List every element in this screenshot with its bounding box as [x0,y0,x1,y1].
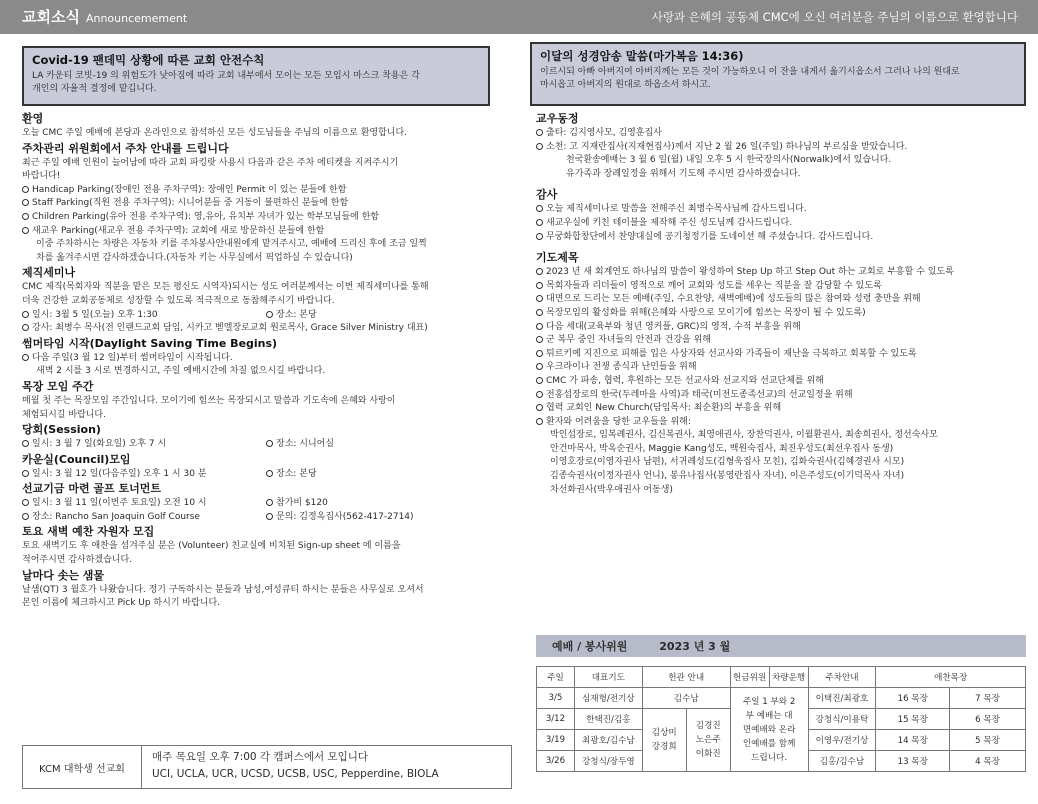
date-cell: 3/26 [537,751,575,772]
council-date: 일시: 3 월 12 일(다음주일) 오후 1 시 30 분 [32,468,207,479]
welcome-heading: 환영 [22,112,44,125]
seminar-place: 장소: 본당 [276,309,317,320]
bullet-icon [536,323,543,330]
thanks-heading: 감사 [536,188,558,202]
left-column [22,111,517,611]
dst-text-1: 다음 주일(3 월 12 일)부터 썸머타임이 시작됩니다. [32,352,233,363]
meal-cell: 16 목장 [876,688,950,709]
bullet-icon [22,513,29,520]
meal-cell: 13 목장 [876,751,950,772]
prayer-item: 군 복무 중인 자녀들의 안전과 건강을 위해 [546,335,711,346]
verse-box [530,42,1026,106]
vehicle-note: 주일 1 부와 2 부 예배는 대면예배와 온라인예배를 함께드립니다. [742,696,796,763]
parking-item: Handicap Parking(장애인 전용 주차구역): 장애인 Permit 이 있는 분들에 한함 [22,184,517,198]
prayer-item: 우크라이나 전쟁 종식과 난민들을 위해 [546,362,697,373]
daily-text-2: 본인 이름에 체크하시고 Pick Up 하시기 바랍니다. [22,598,221,609]
daily-text-1: 날샘(QT) 3 월호가 나왔습니다. 정기 구독하시는 분들과 남성,여성큐티 하시는 분들은 사무실로 오셔서 [22,584,424,595]
parking-item: 새교우 Parking(새교우 전용 주차구역): 교회에 새로 방문하신 분들에 한함 [22,225,517,239]
prayer-cell: 최광호/김수남 [574,730,642,751]
bullet-icon [22,324,29,331]
header-cell: 애찬목장 [876,667,1026,688]
council-heading: 카운실(Council)모임 [22,452,131,466]
header-cell: 헌관 안내 [642,667,730,688]
prayer-item: 목회자들과 리더들이 영적으로 깨어 교회와 성도를 세우는 직분을 잘 감당할 수 있도록 [546,280,882,291]
usher-b-cell [686,709,730,772]
bullet-icon [536,129,543,136]
parking-item: Children Parking(유아 전용 주차구역): 영,유아, 유치부 자녀가 있는 학부모님들에 한함 [22,211,517,225]
prayer-item: 튀르키예 지진으로 피해를 입은 사상자와 선교사와 가족들이 재난을 극복하고 회복할 수 있도록 [546,348,917,359]
bullet-icon [536,219,543,226]
bullet-icon [266,513,273,520]
bullet-icon [22,440,29,447]
session-heading: 당회(Session) [22,423,101,437]
thanks-3: 무궁화합창단에서 찬양대실에 공기청정기를 도네이션 해 주셨습니다. 감사드립니다. [546,231,874,242]
page-header [0,0,1038,34]
schedule-title: 예배 / 봉사위원 [552,640,628,653]
bullet-icon [22,354,29,361]
thanks-1: 오늘 제직세미나로 말씀을 전해주신 최병수목사님께 감사드립니다. [546,204,807,215]
volunteer-text-1: 토요 새벽기도 후 애찬을 섬겨주실 분은 (Volunteer) 친교실에 비치된 Sign-up sheet 에 이름을 [22,541,401,552]
usher-a: 김상미 강경희 [651,728,677,752]
prayer-names: 김종숙권사(이정자권사 언니), 봉유나집사(봉영란집사 자녀), 이은주성도(이기덕목사 자녀) [550,471,905,482]
table-header-row [537,667,1026,688]
prayer-names: 박인섭장로, 임복례권사, 김신복권사, 최영애권사, 장찬덕권사, 이월환권사, 최송희권사, 정선숙사모 [550,430,938,441]
seminar-speaker: 강사: 최병수 목사(전 인랜드교회 담임, 시카고 벧엘장로교회 원로목사, Grace Silver Ministry 대표) [32,323,428,334]
bullet-icon [266,311,273,318]
header-subtitle: Announcemement [85,12,188,25]
prayer-item: 대면으로 드리는 모든 예배(주일, 수요찬양, 새벽예배)에 성도들의 많은 참여와 성령 충만을 위해 [546,294,921,305]
header-cell: 대표기도 [574,667,642,688]
prayer-item: 2023 년 새 회계연도 하나님의 말씀이 왕성하여 Step Up 하고 Step Out 하는 교회로 부흥할 수 있도록 [546,267,954,278]
session-date: 일시: 3 월 7 일(화요일) 오후 7 시 [32,439,167,450]
parking-cell: 김홍/김수남 [808,751,876,772]
bullet-icon [536,233,543,240]
news-heading: 교우동정 [536,112,579,125]
seminar-date: 일시: 3월 5 일(오늘) 오후 1:30 [32,309,158,320]
parking-cell: 이택진/최광호 [808,688,876,709]
prayer-cell: 심재형/전기상 [574,688,642,709]
bullet-icon [536,295,543,302]
prayer-item: 협력 교회인 New Church(담임목사: 최순환)의 부흥을 위해 [546,403,782,414]
news-2: 소천: 고 지재란집사(지재현집사)께서 지난 2 월 26 일(주일) 하나님의 부르심을 받았습니다. [546,141,908,152]
bullet-icon [536,268,543,275]
golf-contact: 문의: 김정옥집사(562-417-2714) [276,511,414,522]
kcm-label: KCM 대학생 선교회 [23,746,142,788]
header-cell: 차량운행 [771,673,806,683]
bullet-icon [22,199,29,206]
bullet-icon [536,336,543,343]
verse-title: 이달의 성경암송 말씀(마가복음 14:36) [540,49,744,63]
parking-cell: 이영우/전기상 [808,730,876,751]
right-column [536,111,1026,497]
prayer-names: 이영호장로(이영자권사 남편), 서귀례성도(김형욱집사 모친), 김화숙권사(김혜경권사 시모) [550,457,905,468]
meal-cell: 14 목장 [876,730,950,751]
kcm-box [22,745,512,789]
seminar-heading: 제직세미나 [22,266,76,280]
prayer-cell: 한택진/김홍 [574,709,642,730]
covid-notice-box [22,46,490,106]
volunteer-heading: 토요 새벽 예찬 자원자 모집 [22,525,155,539]
news-1: 출타: 김지영사모, 김영훈집사 [546,128,662,138]
news-3: 천국환송예배는 3 월 6 일(월) 내일 오후 5 시 한국장의사(Norwalk)에서 있습니다. [566,155,892,166]
header-cell: 헌금위원 [731,667,770,687]
parking-heading: 주차관리 위원회에서 주차 안내를 드립니다 [22,141,229,155]
header-title-ko: 교회소식 [22,8,80,26]
prayer-names: 안건마목사, 박옥순권사, Maggie Kang성도, 백원숙집사, 최진우성도(최선우집사 동생) [550,443,894,454]
bullet-icon [536,143,543,150]
meal-cell: 6 목장 [950,709,1026,730]
bullet-icon [536,377,543,384]
shepherd-text-2: 체험되시길 바랍니다. [22,409,106,420]
meal-cell: 5 목장 [950,730,1026,751]
schedule-month: 2023 년 3 월 [659,640,731,653]
bullet-icon [536,418,543,425]
header-cell-split [730,667,808,688]
bullet-icon [22,186,29,193]
bullet-icon [22,499,29,506]
bullet-icon [536,404,543,411]
schedule-table [536,666,1026,772]
covid-line-2: 개인의 자율적 결정에 맡깁니다. [32,84,157,94]
table-row [537,688,1026,709]
daily-heading: 날마다 솟는 샘물 [22,568,105,582]
golf-heading: 선교기금 마련 골프 토너먼트 [22,482,161,496]
header-welcome: 사랑과 은혜의 공동체 CMC에 오신 여러분을 주님의 이름으로 환영합니다 [651,10,1018,24]
usher-cell: 김수남 [642,688,730,709]
parking-note-1: 이중 주차하시는 차량은 자동차 키를 주차봉사안내원에게 맡겨주시고, 예배에 드리신 후에 조금 일찍 [36,239,427,250]
date-cell: 3/19 [537,730,575,751]
usher-b: 김경진 노은주 이화진 [695,721,721,759]
meal-cell: 7 목장 [950,688,1026,709]
shepherd-heading: 목장 모임 주간 [22,379,94,393]
thanks-2: 새교우실에 키친 테이블을 제작해 주신 성도님께 감사드립니다. [546,217,793,228]
meal-cell: 15 목장 [876,709,950,730]
prayer-item: 다음 세대(교육부와 청년 영커플, GRC)의 영적, 수적 부흥을 위해 [546,321,801,332]
prayer-item: 목장모임의 활성화를 위해(은혜와 사랑으로 모이기에 힘쓰는 목장이 될 수 있도록) [546,307,866,318]
covid-line-1: LA 카운티 코빗-19 의 위험도가 낮아짐에 따라 교회 내부에서 모이는 모든 모임시 마스크 착용은 각 [32,71,420,81]
prayer-names: 차선화권사(박우애권사 어동생) [550,484,673,495]
volunteer-text-2: 적어주시면 감사하겠습니다. [22,555,133,566]
usher-a-cell [642,709,686,772]
parking-text-2: 바랍니다! [22,171,61,182]
parking-cell: 강청식/이용탁 [808,709,876,730]
schedule-header [536,635,1026,657]
covid-title: Covid-19 팬데믹 상황에 따른 교회 안전수칙 [32,53,265,67]
shepherd-text-1: 매월 첫 주는 목장모임 주간입니다. 모이기에 힘쓰는 목장되시고 말씀과 기도속에 은혜와 사랑이 [22,395,396,406]
bullet-icon [536,391,543,398]
bullet-icon [266,440,273,447]
session-place: 장소: 시니어실 [276,439,335,450]
news-4: 유가족과 장례일정을 위해서 기도해 주시면 감사하겠습니다. [566,168,801,179]
parking-note-2: 차를 옮겨주시면 감사하겠습니다.(자동차 키는 사무실에서 픽업하실 수 있습니다) [36,252,353,263]
kcm-line-1: 매주 목요일 오후 7:00 각 캠퍼스에서 모입니다 [152,751,369,763]
kcm-line-2: UCI, UCLA, UCR, UCSD, UCSB, USC, Pepperdine, BIOLA [152,768,439,780]
council-place: 장소: 본당 [276,468,317,479]
header-cell: 주일 [537,667,575,688]
bullet-icon [22,213,29,220]
bullet-icon [266,470,273,477]
vehicle-note-cell [730,688,808,772]
dst-text-2: 새벽 2 시를 3 시로 변경하시고, 주일 예배시간에 차질 없으시길 바랍니다. [36,366,326,377]
parking-text-1: 최근 주일 예배 인원이 늘어남에 따라 교회 파킹랏 사용시 다음과 같은 주차 에티켓을 지켜주시기 [22,157,399,168]
prayer-item: 환자와 어려움을 당한 교우들을 위해: [546,416,691,427]
prayer-cell: 강청식/장두영 [574,751,642,772]
meal-cell: 4 목장 [950,751,1026,772]
dst-heading: 썸머타임 시작(Daylight Saving Time Begins) [22,336,278,350]
verse-line-1: 이르시되 아빠 아버지여 아버지께는 모든 것이 가능하오니 이 잔을 내게서 옮기시옵소서 그러나 나의 원대로 [540,67,960,77]
header-cell: 주차안내 [808,667,876,688]
golf-date: 일시: 3 월 11 일(이번주 토요일) 오전 10 시 [32,498,207,509]
prayer-item: 전홍섭장로의 한국(두레마을 사역)과 태국(미전도종족선교)의 선교일정을 위해 [546,389,853,400]
bullet-icon [536,309,543,316]
prayer-item: CMC 가 파송, 협력, 후원하는 모든 선교사와 선교지와 선교단체를 위해 [546,375,824,386]
golf-place: 장소: Rancho San Joaquin Golf Course [32,511,200,522]
verse-line-2: 마시옵고 아버지의 원대로 하옵소서 하시고. [540,80,711,90]
golf-fee: 참가비 $120 [276,498,328,509]
parking-item: Staff Parking(직원 전용 주차구역): 시니어분들 중 거동이 불편하신 분들에 한함 [22,197,517,211]
bullet-icon [536,363,543,370]
bullet-icon [536,350,543,357]
bullet-icon [22,470,29,477]
welcome-text: 오늘 CMC 주일 예배에 본당과 온라인으로 참석하신 모든 성도님들을 주님의 이름으로 환영합니다. [22,128,408,138]
bullet-icon [22,227,29,234]
bullet-icon [536,205,543,212]
seminar-text-2: 더욱 건강한 교회공동체로 성장할 수 있도록 적극적으로 동참해주시기 바랍니다. [22,295,335,306]
date-cell: 3/5 [537,688,575,709]
header-title [22,6,187,27]
bullet-icon [536,282,543,289]
prayer-heading: 기도제목 [536,251,579,265]
seminar-text-1: CMC 제직(목회자와 직분을 맡은 모든 평신도 시역자)되시는 성도 여러분께서는 이번 제직세미나를 통해 [22,282,429,293]
date-cell: 3/12 [537,709,575,730]
bullet-icon [266,499,273,506]
bullet-icon [22,311,29,318]
